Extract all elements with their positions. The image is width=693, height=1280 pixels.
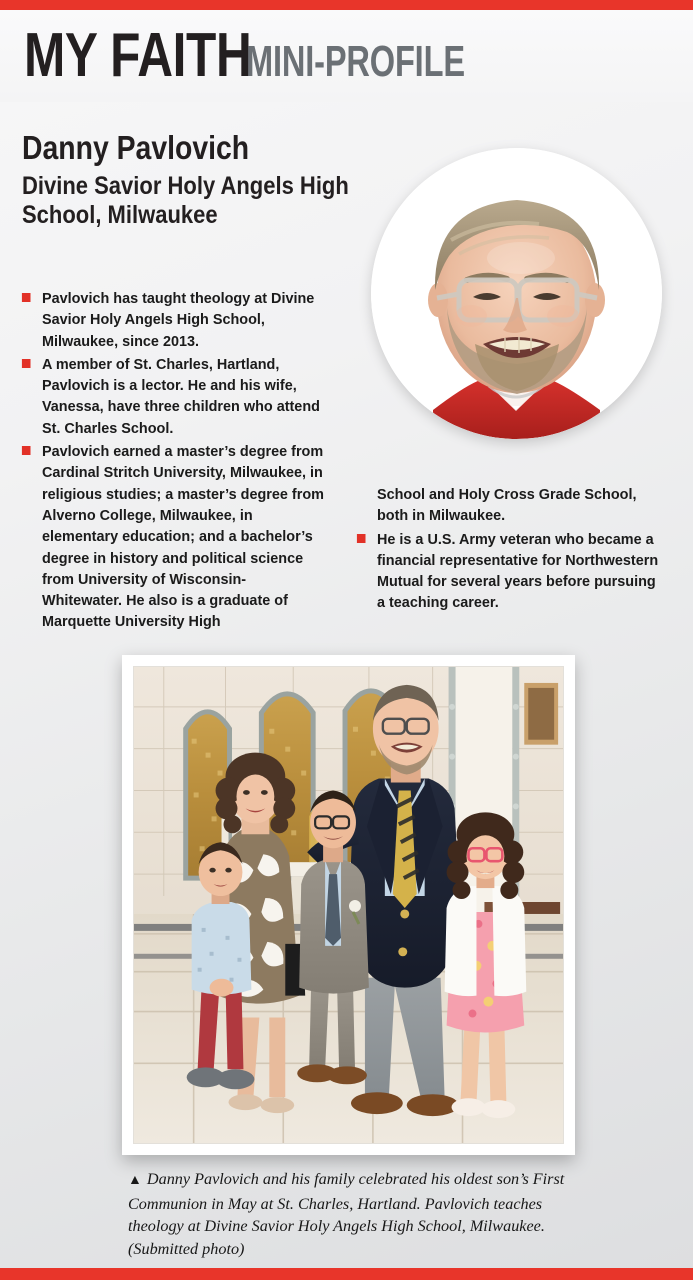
family-photo <box>133 666 564 1144</box>
facts-right-list <box>355 529 675 614</box>
bullet-square-icon <box>22 359 31 368</box>
person-school: Divine Savior Holy Angels High School, Milwaukee <box>22 172 349 229</box>
portrait-photo <box>371 148 662 439</box>
bullet-square-icon <box>22 446 31 455</box>
list-item-text: Pavlovich earned a master’s degree from Cardinal Stritch University, Milwaukee, in religious studies; a master’s degree from Alverno College, Milwaukee, in elementary education; and a bachelor’s degree in history and political science from University of Wisconsin-Whitewater. He also is a graduate of Marquette University High <box>41 443 324 631</box>
top-red-rule <box>0 0 693 10</box>
masthead <box>0 10 693 102</box>
family-photo-frame <box>122 655 575 1155</box>
facts-right-column <box>355 484 675 616</box>
bottom-red-rule <box>0 1268 693 1280</box>
masthead-title-sub: MINI-PROFILE <box>246 37 466 86</box>
photo-caption <box>128 1168 598 1260</box>
list-item-text: He is a U.S. Army veteran who became a financial representative for Northwestern Mutual for several years before pursuing a teaching career. <box>376 530 659 612</box>
list-item-text: A member of St. Charles, Hartland, Pavlovich is a lector. He and his wife, Vanessa, have three children who attend St. Charles School. <box>41 355 320 437</box>
list-item <box>20 288 326 352</box>
list-item <box>20 354 326 439</box>
caption-text: Danny Pavlovich and his family celebrated his oldest son’s First Communion in May at St. Charles, Hartland. Pavlovich teaches theology at Divine Savior Holy Angels High School, Milwaukee. (Submitted photo) <box>128 1170 565 1258</box>
masthead-title-main: MY FAITH <box>24 21 252 90</box>
list-item <box>20 441 326 633</box>
masthead-inner <box>0 21 542 90</box>
facts-continuation-text: School and Holy Cross Grade School, both in Milwaukee. <box>376 486 637 525</box>
list-item <box>355 529 661 614</box>
caption-triangle-icon: ▲ <box>128 1173 143 1188</box>
facts-left-list <box>20 288 340 633</box>
bullet-square-icon <box>22 293 31 302</box>
person-name: Danny Pavlovich <box>22 129 250 166</box>
bullet-square-icon <box>357 534 366 543</box>
list-item-text: Pavlovich has taught theology at Divine Savior Holy Angels High School, Milwaukee, since 2013. <box>41 290 315 350</box>
facts-left-column <box>20 288 340 635</box>
profile-name-block <box>22 130 372 230</box>
